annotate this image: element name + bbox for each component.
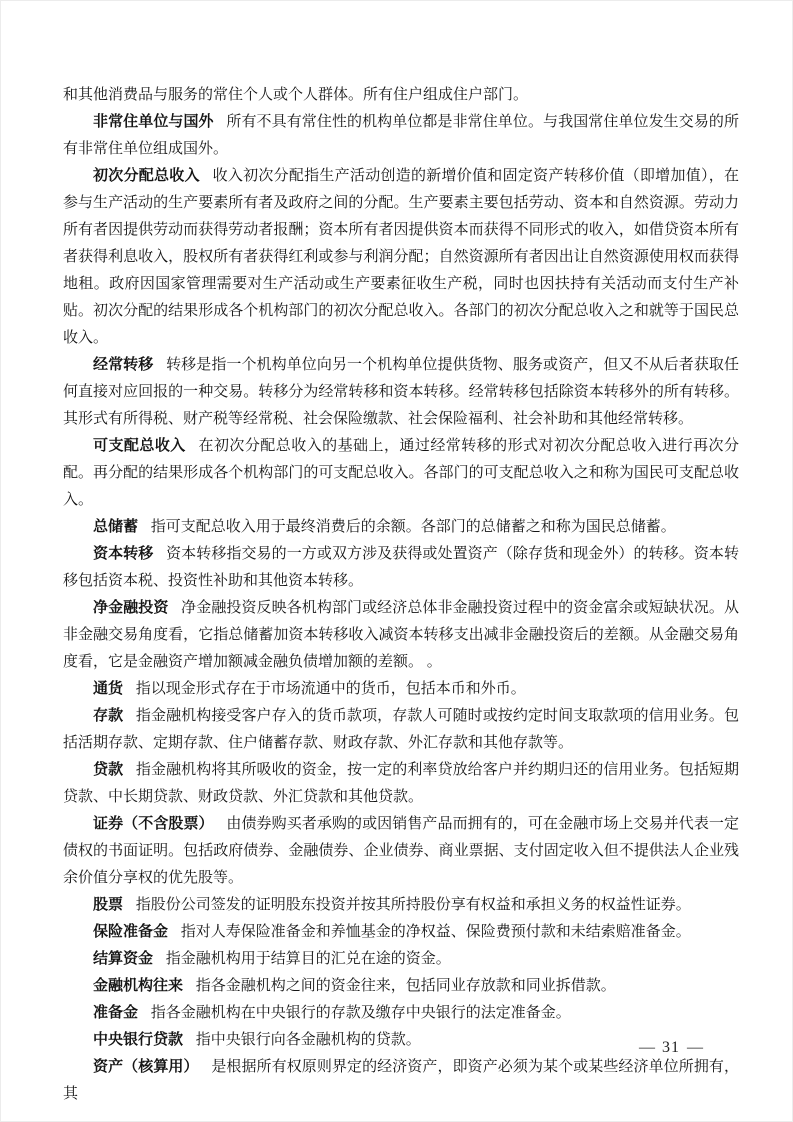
entry-definition: 所有不具有常住性的机构单位都是非常住单位。与我国常住单位发生交易的所有非常住单位组成国外。 [63,114,739,157]
entry-definition: 收入初次分配指生产活动创造的新增价值和固定资产转移价值（即增加值），在参与生产活动的生产要素所有者及政府之间的分配。生产要素主要包括劳动、资本和自然资源。劳动力所有者因提供劳动而获得劳动者报酬；资本所有者因提供资本而获得不同形式的收入，如借贷资本所有者获得利息收入，股权所有者获得红利或参与利润分配；自然资源所有者因出让自然资源使用权而获得地租。政府因国家管理需要对生产活动或生产要素征收生产税，同时也因扶持有关活动而支付生产补贴。初次分配的结果形成各个机构部门的初次分配总收入。各部门的初次分配总收入之和就等于国民总收入。 [63,168,739,346]
glossary-entry [63,514,739,541]
entry-definition: 是根据所有权原则界定的经济资产，即资产必须为某个或某些经济单位所拥有，其 [63,1059,739,1102]
glossary-entry [63,757,739,811]
entry-term: 结算资金 [93,951,154,967]
entry-term: 保险准备金 [93,924,169,940]
glossary-entry [63,541,739,595]
glossary-entry [63,109,739,163]
entry-term: 可支配总收入 [93,438,186,454]
entry-term: 存款 [93,708,124,724]
entry-term: 资产（核算用） [93,1059,199,1075]
glossary-entry [63,352,739,433]
glossary-entry [63,973,739,1000]
page-number: 31 [662,1039,680,1056]
entry-definition: 指金融机构用于结算目的汇兑在途的资金。 [165,951,451,967]
entry-definition: 转移是指一个机构单位向另一个机构单位提供货物、服务或资产，但又不从后者获取任何直接对应回报的一种交易。转移分为经常转移和资本转移。经常转移包括除资本转移外的所有转移。其形式有所得税、财产税等经常税、社会保险缴款、社会保险福利、社会补助和其他经常转移。 [63,357,739,427]
entry-term: 股票 [93,897,124,913]
glossary-entry [63,703,739,757]
entry-term: 经常转移 [93,357,154,373]
glossary-entry [63,919,739,946]
footer-dash-right: — [687,1039,703,1056]
glossary-entry [63,1027,739,1054]
entry-term: 证券（不含股票） [93,816,214,832]
glossary-entry [63,163,739,352]
entry-definition: 指对人寿保险准备金和养恤基金的净权益、保险费预付款和未结索赔准备金。 [180,924,691,940]
entry-term: 资本转移 [93,546,154,562]
entry-term: 通货 [93,681,124,697]
entry-definition: 指可支配总收入用于最终消费后的余额。各部门的总储蓄之和称为国民总储蓄。 [150,519,676,535]
entry-definition: 指以现金形式存在于市场流通中的货币，包括本币和外币。 [135,681,526,697]
entry-definition: 指金融机构将其所吸收的资金，按一定的利率贷放给客户并约期归还的信用业务。包括短期贷款、中长期贷款、财政贷款、外汇贷款和其他贷款。 [63,762,739,805]
glossary-entry [63,433,739,514]
entry-term: 中央银行贷款 [93,1032,184,1048]
entry-definition: 资本转移指交易的一方或双方涉及获得或处置资产（除存货和现金外）的转移。资本转移包括资本税、投资性补助和其他资本转移。 [63,546,739,589]
glossary-entry [63,1054,739,1108]
glossary-entry [63,595,739,676]
entry-definition: 指中央银行向各金融机构的贷款。 [195,1032,421,1048]
glossary-entry [63,811,739,892]
entry-term: 金融机构往来 [93,978,184,994]
entry-term: 准备金 [93,1005,139,1021]
entry-term: 总储蓄 [93,519,139,535]
glossary-entry [63,946,739,973]
entry-definition: 指金融机构接受客户存入的货币款项，存款人可随时或按约定时间支取款项的信用业务。包括活期存款、定期存款、住户储蓄存款、财政存款、外汇存款和其他存款等。 [63,708,739,751]
entry-definition: 净金融投资反映各机构部门或经济总体非金融投资过程中的资金富余或短缺状况。从非金融交易角度看，它指总储蓄加资本转移收入减资本转移支出减非金融投资后的差额。从金融交易角度看，它是金融资产增加额减金融负债增加额的差额。 。 [63,600,739,670]
glossary-entry [63,1000,739,1027]
entry-definition: 由债券购买者承购的或因销售产品而拥有的，可在金融市场上交易并代表一定债权的书面证明。包括政府债券、金融债券、企业债券、商业票据、支付固定收入但不提供法人企业残余价值分享权的优先股等。 [63,816,739,886]
entry-definition: 指各金融机构在中央银行的存款及缴存中央银行的法定准备金。 [150,1005,571,1021]
entry-definition: 指股份公司签发的证明股东投资并按其所持股份享有权益和承担义务的权益性证券。 [135,897,691,913]
footer-dash-left: — [639,1039,655,1056]
entry-term: 非常住单位与国外 [93,114,214,130]
entry-definition: 指各金融机构之间的资金往来，包括同业存放款和同业拆借款。 [195,978,616,994]
continued-text: 和其他消费品与服务的常住个人或个人群体。所有住户组成住户部门。 [63,87,529,103]
glossary-entry [63,676,739,703]
entry-term: 贷款 [93,762,124,778]
entry-definition: 在初次分配总收入的基础上，通过经常转移的形式对初次分配总收入进行再次分配。再分配的结果形成各个机构部门的可支配总收入。各部门的可支配总收入之和称为国民可支配总收入。 [63,438,739,508]
glossary-entry [63,892,739,919]
glossary-text [63,82,739,1108]
entry-term: 初次分配总收入 [93,168,200,184]
page-footer [639,1039,703,1057]
entry-term: 净金融投资 [93,600,169,616]
continued-paragraph [63,82,739,109]
